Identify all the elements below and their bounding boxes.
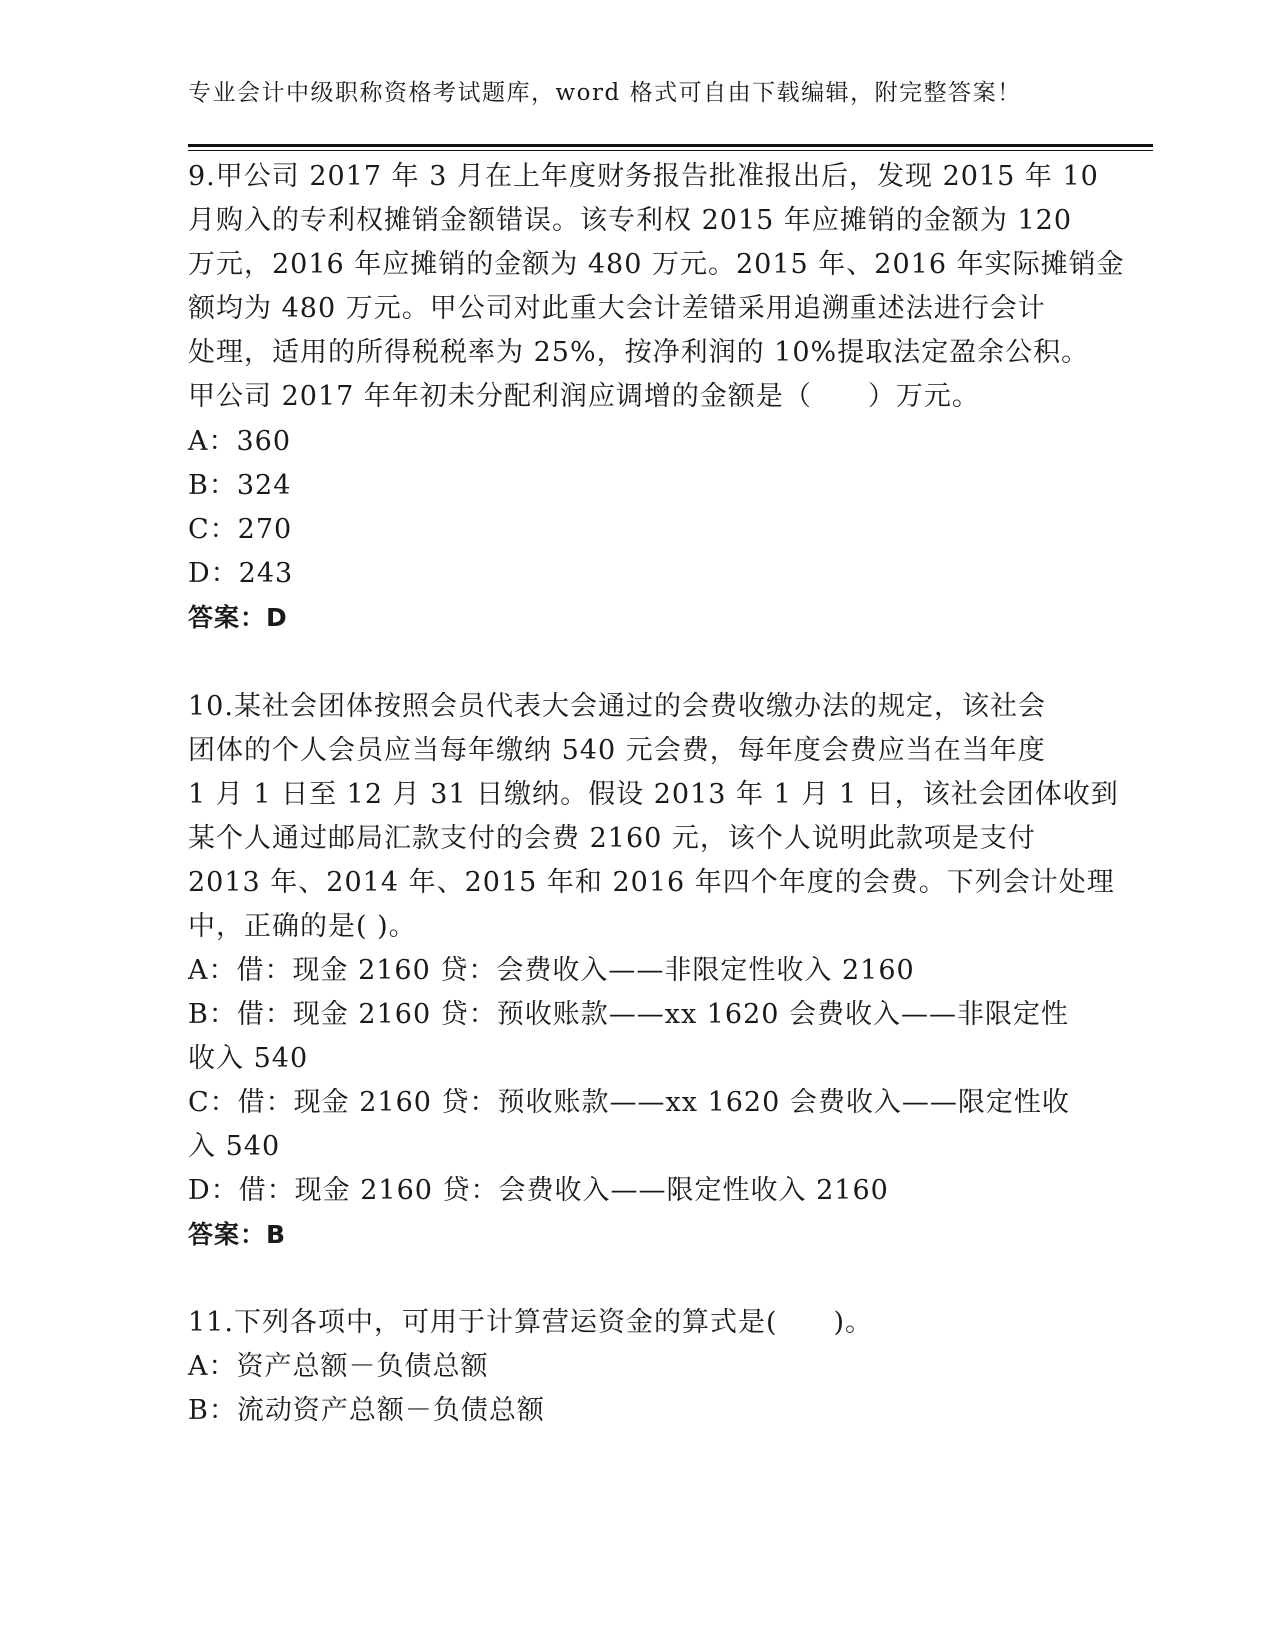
question-stem-line: 额均为 480 万元。甲公司对此重大会计差错采用追溯重述法进行会计 — [188, 293, 1046, 324]
question-stem-line: 团体的个人会员应当每年缴纳 540 元会费，每年度会费应当在当年度 — [188, 735, 1046, 766]
option-c: C：借：现金 2160 贷：预收账款——xx 1620 会费收入——限定性收 — [188, 1087, 1070, 1118]
question-stem-line: 2013 年、2014 年、2015 年和 2016 年四个年度的会费。下列会计处理 — [188, 867, 1115, 898]
header-rule-thick — [188, 144, 1153, 147]
option-b: B：借：现金 2160 贷：预收账款——xx 1620 会费收入——非限定性 — [188, 999, 1070, 1030]
question-stem-line: 10.某社会团体按照会员代表大会通过的会费收缴办法的规定，该社会 — [188, 691, 1046, 722]
question-stem-line: 11.下列各项中，可用于计算营运资金的算式是( )。 — [188, 1307, 874, 1338]
option-b: B：324 — [188, 470, 292, 501]
question-stem-line: 中，正确的是( )。 — [188, 911, 417, 942]
option-a: A：360 — [188, 426, 292, 457]
question-stem-line: 月购入的专利权摊销金额错误。该专利权 2015 年应摊销的金额为 120 — [188, 205, 1072, 236]
option-a: A：借：现金 2160 贷：会费收入——非限定性收入 2160 — [188, 955, 915, 986]
header-text: 专业会计中级职称资格考试题库，word 格式可自由下载编辑，附完整答案！ — [188, 80, 1022, 106]
question-stem-line: 万元，2016 年应摊销的金额为 480 万元。2015 年、2016 年实际摊销金 — [188, 249, 1125, 280]
option-b-continued: 收入 540 — [188, 1043, 309, 1074]
question-stem-line: 9.甲公司 2017 年 3 月在上年度财务报告批准报出后，发现 2015 年 10 — [188, 161, 1099, 192]
option-d: D：243 — [188, 558, 294, 589]
option-c: C：270 — [188, 514, 293, 545]
question-stem-line: 甲公司 2017 年年初未分配利润应调增的金额是（ ）万元。 — [188, 381, 980, 412]
option-a: A：资产总额－负债总额 — [188, 1351, 489, 1382]
question-stem-line: 某个人通过邮局汇款支付的会费 2160 元，该个人说明此款项是支付 — [188, 823, 1036, 854]
question-stem-line: 处理，适用的所得税税率为 25%，按净利润的 10%提取法定盈余公积。 — [188, 337, 1090, 368]
option-b: B：流动资产总额－负债总额 — [188, 1395, 545, 1426]
answer-line: 答案：B — [188, 1220, 287, 1249]
option-c-continued: 入 540 — [188, 1131, 281, 1162]
question-stem-line: 1 月 1 日至 12 月 31 日缴纳。假设 2013 年 1 月 1 日，该社会团体收到 — [188, 779, 1119, 810]
header-rule-thin — [188, 150, 1153, 151]
answer-line: 答案：D — [188, 603, 288, 632]
option-d: D：借：现金 2160 贷：会费收入——限定性收入 2160 — [188, 1175, 889, 1206]
